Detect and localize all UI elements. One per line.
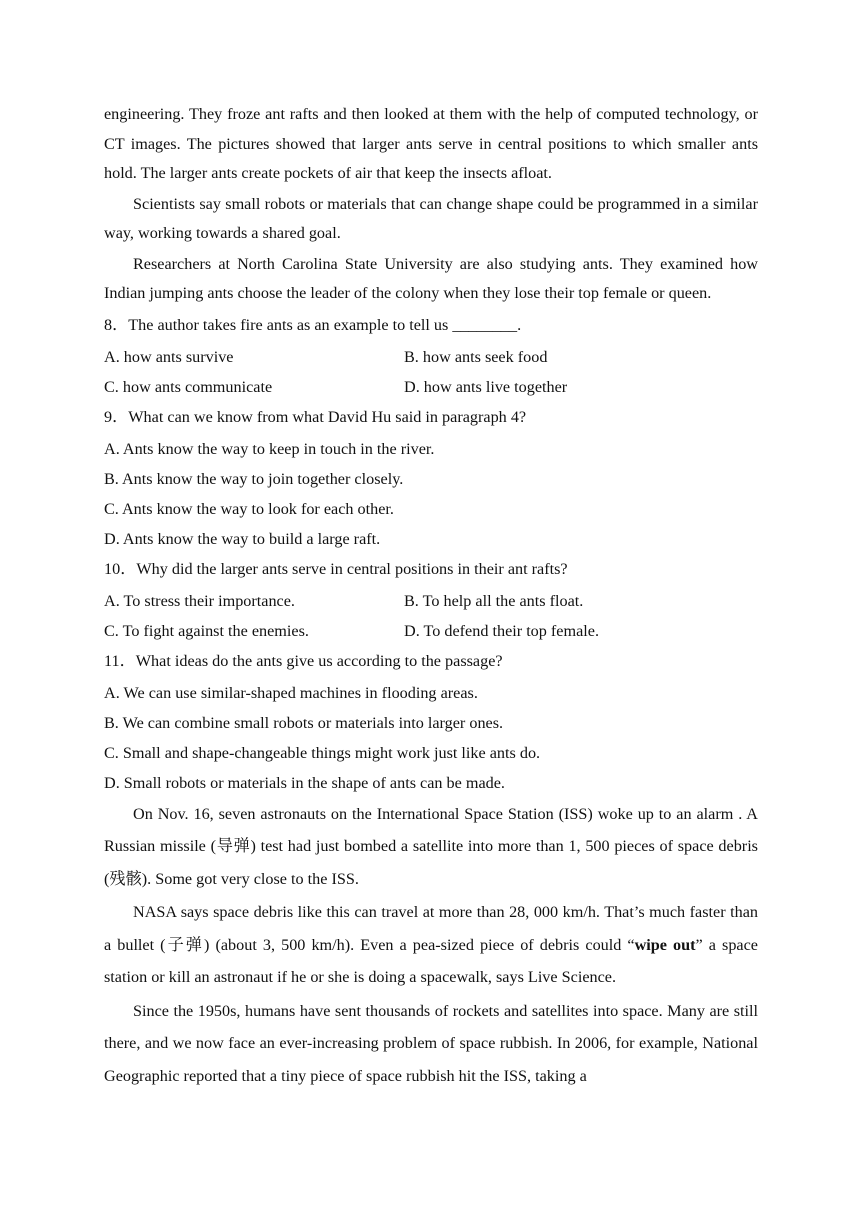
question-9-option-c: C. Ants know the way to look for each other. <box>104 499 394 518</box>
question-10-option-b: B. To help all the ants float. <box>404 591 584 610</box>
passage-b-paragraph-3: Since the 1950s, humans have sent thousands of rockets and satellites into space. Many are still there, and we now face an ever-increasing problem of space rubbish. In 2006, for example, National Geographic reported that a tiny piece of space rubbish hit the ISS, taking a <box>104 1001 758 1085</box>
question-8-option-d: D. how ants live together <box>404 377 568 396</box>
document-page <box>104 100 758 1093</box>
question-10-option-d: D. To defend their top female. <box>404 621 599 640</box>
question-10-options <box>104 586 758 646</box>
question-8 <box>104 310 758 402</box>
passage-b-paragraph-2 <box>104 896 758 994</box>
passage-a-paragraph-3: Researchers at North Carolina State University are also studying ants. They examined how Indian jumping ants choose the leader of the colony when they lose their top female or queen. <box>104 254 758 303</box>
passage-b-paragraph-2-start: NASA says space debris like this can travel at more than 28, 000 km/h. That’s much faster than a bullet (子弹) (about 3, 500 km/h). Even a pea-sized piece of debris could “ <box>104 903 758 954</box>
question-9-option-b: B. Ants know the way to join together closely. <box>104 469 404 488</box>
passage-a-paragraph-1: engineering. They froze ant rafts and then looked at them with the help of computed technology, or CT images. The pictures showed that larger ants serve in central positions to which smaller ants hold. The larger ants create pockets of air that keep the insects afloat. <box>104 105 758 183</box>
question-9-option-a: A. Ants know the way to keep in touch in the river. <box>104 439 435 458</box>
question-11-option-b: B. We can combine small robots or materials into larger ones. <box>104 713 504 732</box>
question-8-option-a: A. how ants survive <box>104 347 234 366</box>
question-11 <box>104 646 758 798</box>
question-9-option-d: D. Ants know the way to build a large raft. <box>104 529 381 548</box>
emphasized-phrase: wipe out <box>634 935 696 954</box>
question-10-option-c: C. To fight against the enemies. <box>104 621 309 640</box>
question-9-stem: 9．What can we know from what David Hu said in paragraph 4? <box>104 407 527 426</box>
question-11-option-c: C. Small and shape-changeable things might work just like ants do. <box>104 743 541 762</box>
question-10 <box>104 554 758 646</box>
question-8-option-c: C. how ants communicate <box>104 377 273 396</box>
passage-b-paragraph-1: On Nov. 16, seven astronauts on the International Space Station (ISS) woke up to an alarm . A Russian missile (导弹) test had just bombed a satellite into more than 1, 500 pieces of space debris (残骸). Some got very close to the ISS. <box>104 804 758 888</box>
question-9 <box>104 402 758 554</box>
question-8-options <box>104 342 758 402</box>
passage-b-paragraph-2-end: ” a space station or kill an astronaut if he or she is doing a spacewalk, says Live Science. <box>104 935 758 987</box>
question-10-option-a: A. To stress their importance. <box>104 591 295 610</box>
question-11-option-d: D. Small robots or materials in the shape of ants can be made. <box>104 773 505 792</box>
question-8-option-b: B. how ants seek food <box>404 347 548 366</box>
passage-a-paragraph-2: Scientists say small robots or materials that can change shape could be programmed in a similar way, working towards a shared goal. <box>104 194 758 243</box>
question-11-option-a: A. We can use similar-shaped machines in flooding areas. <box>104 683 478 702</box>
question-8-stem: 8．The author takes fire ants as an example to tell us ________. <box>104 315 522 334</box>
question-11-stem: 11．What ideas do the ants give us according to the passage? <box>104 651 503 670</box>
question-10-stem: 10．Why did the larger ants serve in central positions in their ant rafts? <box>104 559 568 578</box>
